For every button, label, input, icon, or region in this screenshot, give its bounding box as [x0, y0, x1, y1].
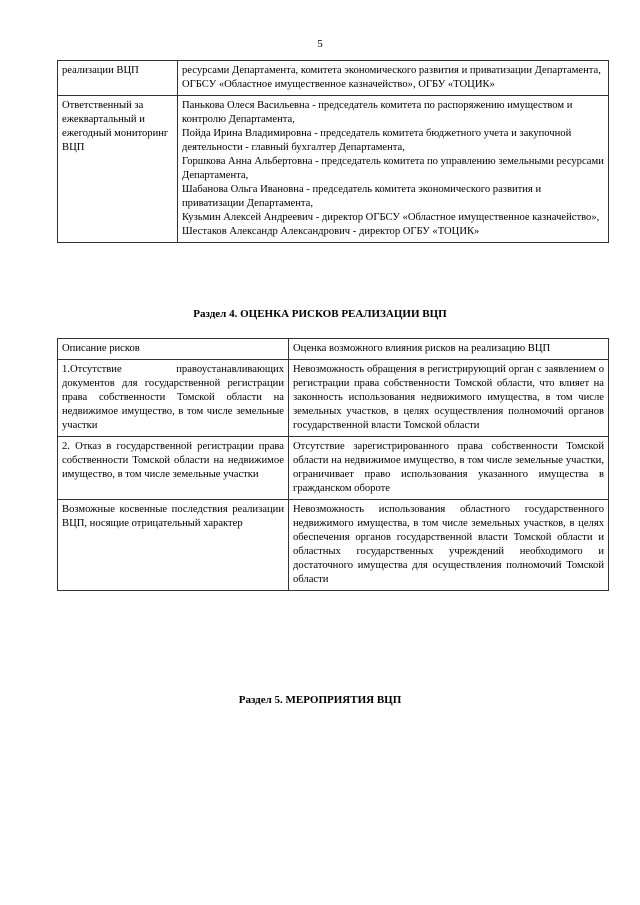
- content-line: Горшкова Анна Альбертовна - председатель комитета по управлению земельными ресурсами Департамента,: [182, 156, 604, 181]
- risk-table: [57, 338, 609, 591]
- content-line: Пойда Ирина Владимировна - председатель комитета бюджетного учета и закупочной деятельности - главный бухгалтер Департамента,: [182, 128, 572, 153]
- page-number: 5: [317, 38, 323, 50]
- table-row: [58, 61, 609, 96]
- risk-cell: 1.Отсутствие правоустанавливающих документов для государственной регистрации права собственности Томской области на недвижимое имущество, в том числе земельные участки: [58, 360, 289, 437]
- column-header: Описание рисков: [58, 339, 289, 360]
- table-row: [58, 437, 609, 500]
- impact-cell: Отсутствие зарегистрированного права собственности Томской области на недвижимое имущество, в том числе земельные участки, ограничивает право использования указанного имущества в гражданском обороте: [289, 437, 609, 500]
- row-content: [178, 61, 609, 96]
- row-content: [178, 96, 609, 243]
- table-row: [58, 96, 609, 243]
- row-label: Ответственный за ежеквартальный и ежегодный мониторинг ВЦП: [58, 96, 178, 243]
- responsibility-table: [57, 60, 609, 243]
- column-header: Оценка возможного влияния рисков на реализацию ВЦП: [289, 339, 609, 360]
- content-line: Кузьмин Алексей Андреевич - директор ОГБСУ «Областное имущественное казначейство»,: [182, 212, 600, 223]
- section-heading: Раздел 5. МЕРОПРИЯТИЯ ВЦП: [238, 694, 402, 706]
- content-line: Панькова Олеся Васильевна - председатель комитета по распоряжению имуществом и контролю Департамента,: [182, 100, 573, 125]
- content-line: ресурсами Департамента, комитета экономического развития и приватизации Департамента, ОГБСУ «Областное имущественное казначейство», ОГБУ «ТОЦИК»: [182, 65, 601, 90]
- risk-cell: 2. Отказ в государственной регистрации права собственности Томской области на недвижимое имущество, в том числе земельные участки: [58, 437, 289, 500]
- impact-cell: Невозможность обращения в регистрирующий орган с заявлением о регистрации права собственности Томской области, что влияет на законность использования недвижимого имущества, в том числе земельных участков, в целях осуществления полномочий органов государственной власти Томской области: [289, 360, 609, 437]
- table-row: [58, 500, 609, 591]
- content-line: Шестаков Александр Александрович - директор ОГБУ «ТОЦИК»: [182, 226, 480, 237]
- table-header-row: [58, 339, 609, 360]
- impact-cell: Невозможность использования областного государственного недвижимого имущества, в том числе земельных участков, в целях обеспечения органов государственной власти Томской области и областных государственных учреждений необходимого и достаточного имущества для осуществления полномочий Томской области: [289, 500, 609, 591]
- content-line: Шабанова Ольга Ивановна - председатель комитета экономического развития и приватизации Департамента,: [182, 184, 542, 209]
- row-label: реализации ВЦП: [58, 61, 178, 96]
- table-row: [58, 360, 609, 437]
- risk-cell: Возможные косвенные последствия реализации ВЦП, носящие отрицательный характер: [58, 500, 289, 591]
- section-heading: Раздел 4. ОЦЕНКА РИСКОВ РЕАЛИЗАЦИИ ВЦП: [193, 308, 447, 320]
